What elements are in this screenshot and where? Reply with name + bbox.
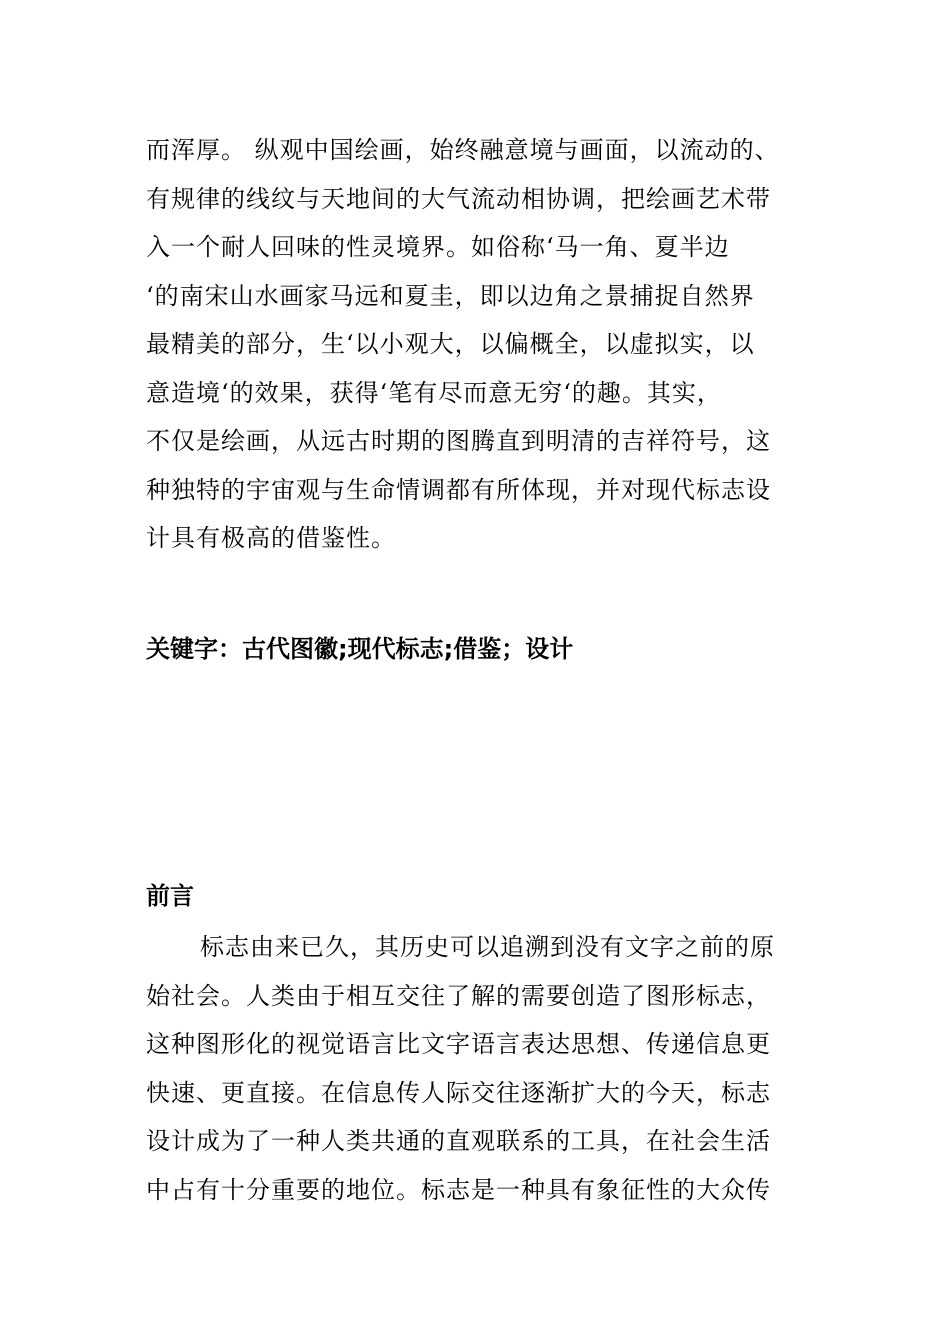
text-line: 这种图形化的视觉语言比文字语言表达思想、传递信息更 [146,1030,771,1058]
text-line: 种独特的宇宙观与生命情调都有所体现，并对现代标志设 [146,475,771,504]
keywords-line: 关键字：古代图徽;现代标志;借鉴；设计 [146,635,574,663]
text-line: ‘的南宋山水画家马远和夏圭，即以边角之景捕捉自然界 [146,281,755,310]
text-line: 入一个耐人回味的性灵境界。如俗称‘马一角、夏半边 [146,233,730,261]
text-line: 快速、更直接。在信息传人际交往逐渐扩大的今天，标志 [146,1078,771,1107]
text-line: 不仅是绘画，从远古时期的图腾直到明清的吉祥符号，这 [146,427,771,455]
text-line: 最精美的部分，生‘以小观大，以偏概全，以虚拟实，以 [146,330,755,358]
text-line: 而浑厚。 纵观中国绘画，始终融意境与画面，以流动的、 [146,136,780,164]
text-line: 计具有极高的借鉴性。 [146,524,396,552]
text-line: 意造境‘的效果，获得‘笔有尽而意无穷‘的趣。其实， [146,378,722,407]
text-line: 中占有十分重要的地位。标志是一种具有象征性的大众传 [146,1175,771,1204]
text-line: 始社会。人类由于相互交往了解的需要创造了图形标志， [146,981,771,1010]
abstract-paragraph [146,126,806,563]
text-line: 有规律的线纹与天地间的大气流动相协调，把绘画艺术带 [146,184,771,213]
preface-paragraph [146,923,806,1214]
text-line: 设计成为了一种人类共通的直观联系的工具，在社会生活 [146,1127,771,1155]
text-line: 标志由来已久，其历史可以追溯到没有文字之前的原 [200,933,775,961]
section-heading-preface: 前言 [146,882,194,910]
